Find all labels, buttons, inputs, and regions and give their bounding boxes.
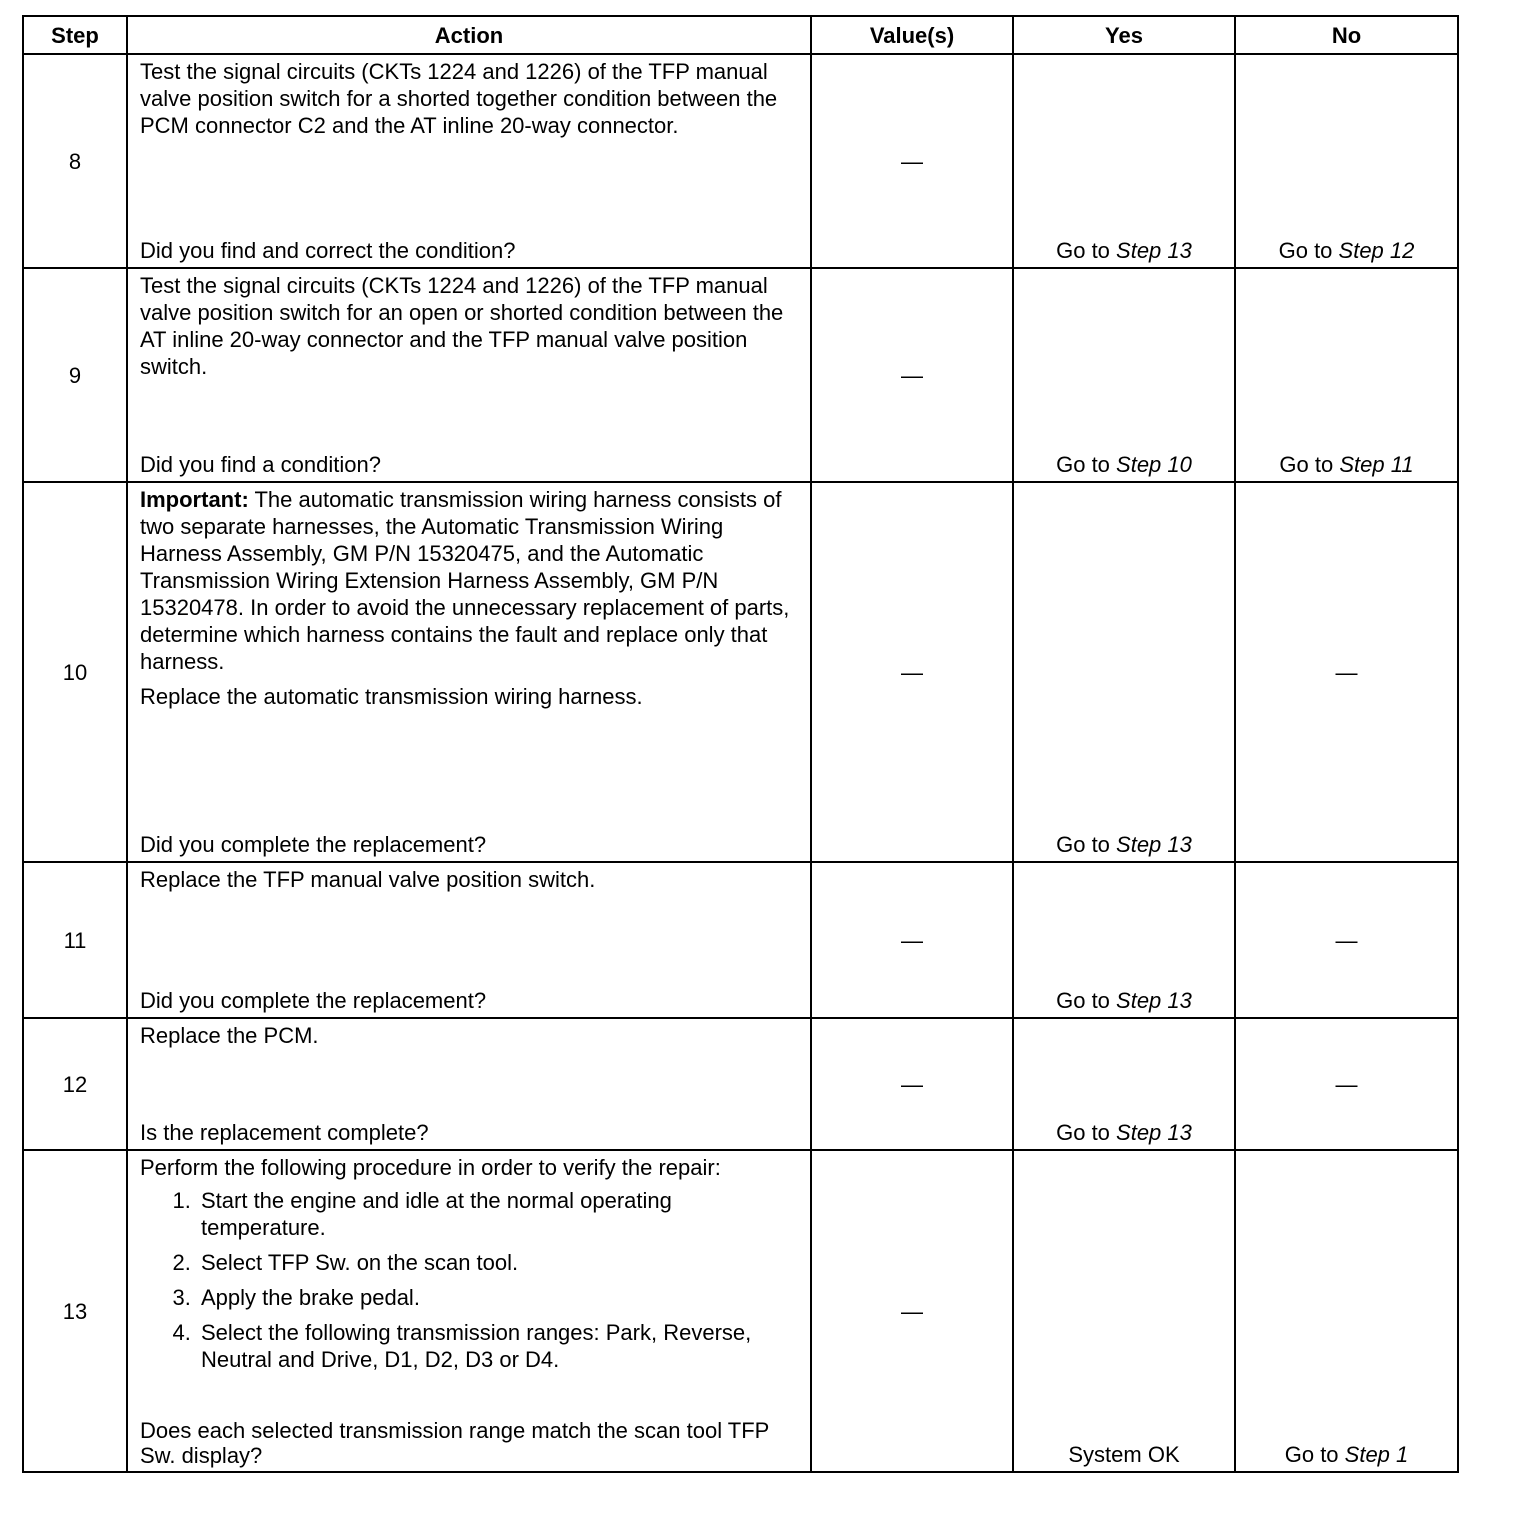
action-text: Replace the PCM. [140,1023,319,1048]
yes-prefix: Go to [1056,988,1117,1013]
no-prefix: Go to [1279,452,1340,477]
yes-step-link[interactable]: Step 10 [1116,452,1192,477]
procedure-step: 1. Start the engine and idle at the normal operating temperature. [197,1187,800,1241]
yes-step-link[interactable]: Step 13 [1116,988,1192,1013]
table-row [23,482,1458,862]
yes-cell [1013,862,1235,1018]
no-cell: — [1235,482,1458,862]
no-cell: — [1235,1018,1458,1150]
action-question: Did you find and correct the condition? [140,238,516,263]
step-number: 10 [23,482,127,862]
action-text: Replace the automatic transmission wiring harness. [140,684,643,709]
yes-cell [1013,482,1235,862]
yes-cell [1013,1018,1235,1150]
header-step: Step [23,16,127,54]
yes-cell [1013,54,1235,268]
value-cell: — [811,862,1013,1018]
no-cell: — [1235,862,1458,1018]
action-question: Did you complete the replacement? [140,988,487,1013]
action-cell [127,1150,811,1472]
important-text: The automatic transmission wiring harness consists of two separate harnesses, the Automatic Transmission Wiring Harness Assembly, GM P/N 15320475, and the Automatic Transmission Wiring Extension Harness Assembly, GM P/N 15320478. In order to avoid the unnecessary replacement of parts, determine which harness contains the fault and replace only that harness. [140,487,790,674]
action-text: Replace the TFP manual valve position switch. [140,867,596,892]
action-question: Did you find a condition? [140,452,381,477]
no-cell [1235,1150,1458,1472]
yes-step-link[interactable]: Step 13 [1116,832,1192,857]
important-label: Important: [140,487,249,512]
value-cell: — [811,54,1013,268]
action-text: Perform the following procedure in order to verify the repair: [140,1155,721,1180]
header-action: Action [127,16,811,54]
yes-cell: System OK [1013,1150,1235,1472]
no-step-link[interactable]: Step 1 [1344,1442,1409,1467]
value-cell: — [811,268,1013,482]
procedure-step: 3. Apply the brake pedal. [197,1284,800,1311]
procedure-list [140,1187,800,1373]
action-cell [127,268,811,482]
value-cell: — [811,482,1013,862]
header-row [23,16,1458,54]
step-number: 11 [23,862,127,1018]
procedure-step: 4. Select the following transmission ranges: Park, Reverse, Neutral and Drive, D1, D2, D3 or D4. [197,1319,800,1373]
header-yes: Yes [1013,16,1235,54]
no-step-link[interactable]: Step 12 [1338,238,1415,263]
header-values: Value(s) [811,16,1013,54]
step-number: 13 [23,1150,127,1472]
no-prefix: Go to [1278,238,1339,263]
diagnostic-table [22,15,1459,1473]
action-question: Did you complete the replacement? [140,832,487,857]
no-cell [1235,54,1458,268]
yes-cell [1013,268,1235,482]
action-cell [127,54,811,268]
important-note [140,486,800,675]
step-number: 9 [23,268,127,482]
action-cell [127,862,811,1018]
table-row [23,862,1458,1018]
header-no: No [1235,16,1458,54]
yes-prefix: Go to [1056,452,1117,477]
no-step-link[interactable]: Step 11 [1339,452,1414,477]
yes-step-link[interactable]: Step 13 [1116,238,1192,263]
table-row [23,54,1458,268]
step-number: 12 [23,1018,127,1150]
yes-prefix: Go to [1056,1120,1117,1145]
value-cell: — [811,1150,1013,1472]
action-text: Test the signal circuits (CKTs 1224 and 1226) of the TFP manual valve position switch for an open or shorted condition between the AT inline 20-way connector and the TFP manual valve position switch. [140,273,784,379]
step-number: 8 [23,54,127,268]
no-prefix: Go to [1284,1442,1345,1467]
procedure-step: 2. Select TFP Sw. on the scan tool. [197,1249,800,1276]
yes-prefix: Go to [1056,238,1117,263]
no-cell [1235,268,1458,482]
table-row [23,268,1458,482]
action-question: Is the replacement complete? [140,1120,429,1145]
yes-prefix: Go to [1056,832,1117,857]
action-question: Does each selected transmission range match the scan tool TFP Sw. display? [140,1418,769,1468]
table-row [23,1150,1458,1472]
action-cell [127,1018,811,1150]
yes-step-link[interactable]: Step 13 [1116,1120,1192,1145]
value-cell: — [811,1018,1013,1150]
action-text: Test the signal circuits (CKTs 1224 and 1226) of the TFP manual valve position switch for a shorted together condition between the PCM connector C2 and the AT inline 20-way connector. [140,59,778,138]
action-cell [127,482,811,862]
table-row [23,1018,1458,1150]
